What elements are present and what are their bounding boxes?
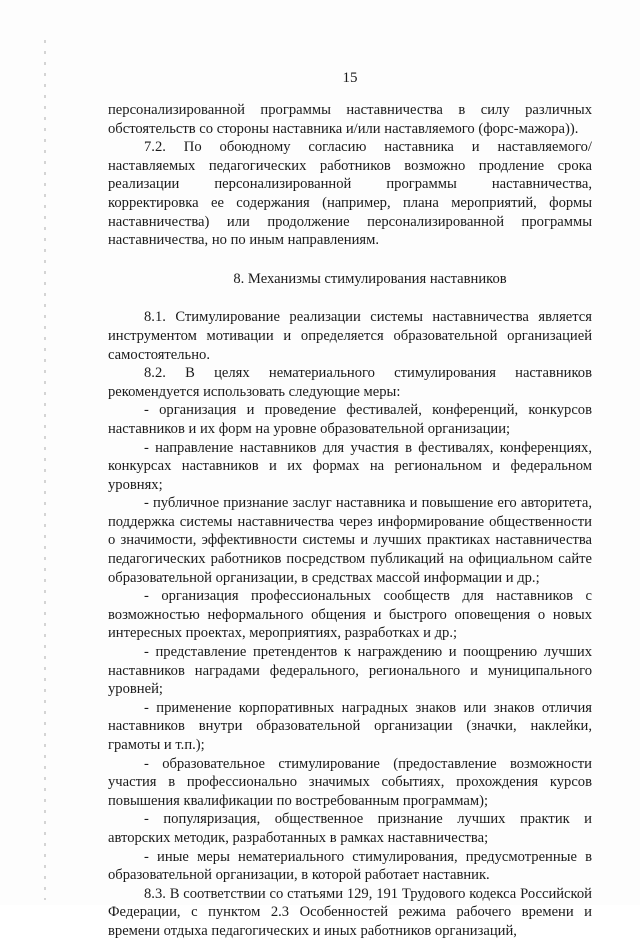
- list-item: - организация профессиональных сообществ для наставников с возможностью неформального общения и быстрого оповещения о новых интересных проектах, мероприятиях, разработках и др.;: [108, 588, 592, 642]
- list-item: - применение корпоративных наградных знаков или знаков отличия наставников внутри образовательной организации (значки, наклейки, грамоты и т.п.);: [108, 699, 592, 753]
- list-item: - направление наставников для участия в фестивалях, конференциях, конкурсах наставников и их формах на региональном и федеральном уровнях;: [108, 439, 592, 493]
- list-item: - иные меры нематериального стимулирования, предусмотренные в образовательной организации, в которой работает наставник.: [108, 848, 592, 884]
- paragraph-8-3: 8.3. В соответствии со статьями 129, 191 Трудового кодекса Российской Федерации, с пунктом 2.3 Особенностей режима рабочего времени и времени отдыха педагогических и иных работников организаций,: [108, 885, 592, 939]
- scan-margin-marks: [44, 40, 46, 900]
- list-item: - образовательное стимулирование (предоставление возможности участия в профессионально значимых событиях, прохождения курсов повышения квалификации по востребованным программам);: [108, 755, 592, 809]
- paragraph-8-2: 8.2. В целях нематериального стимулирования наставников рекомендуется использовать следующие меры:: [108, 365, 592, 400]
- list-item: - популяризация, общественное признание лучших практик и авторских методик, разработанных в рамках наставничества;: [108, 811, 592, 846]
- list-item: - публичное признание заслуг наставника и повышение его авторитета, поддержка системы наставничества через информирование общественности о значимости, эффективности системы и лучших практиках наставничества педагогических работников посредством публикаций на официальном сайте образовательной организации, в средствах массой информации и др.;: [108, 495, 592, 586]
- page-number: 15: [342, 70, 358, 86]
- document-body: [108, 101, 592, 941]
- paragraph-7-2: 7.2. По обоюдному согласию наставника и наставляемого/наставляемых педагогических работников возможно продление срока реализации персонализированной программы наставничества, корректировка ее содержания (например, плана мероприятий, формы наставничества) или продолжение персонализированной программы наставничества, но по иным направлениям.: [108, 139, 592, 249]
- paragraph-continuation: персонализированной программы наставничества в силу различных обстоятельств со стороны наставника и/или наставляемого (форс-мажора)).: [108, 102, 592, 137]
- list-item: - организация и проведение фестивалей, конференций, конкурсов наставников и их форм на уровне образовательной организации;: [108, 402, 592, 437]
- paragraph-8-1: 8.1. Стимулирование реализации системы наставничества является инструментом мотивации и определяется образовательной организацией самостоятельно.: [108, 309, 592, 363]
- list-item: - представление претендентов к награждению и поощрению лучших наставников наградами федерального, регионального и муниципального уровней;: [108, 644, 592, 698]
- section-heading: 8. Механизмы стимулирования наставников: [233, 270, 507, 287]
